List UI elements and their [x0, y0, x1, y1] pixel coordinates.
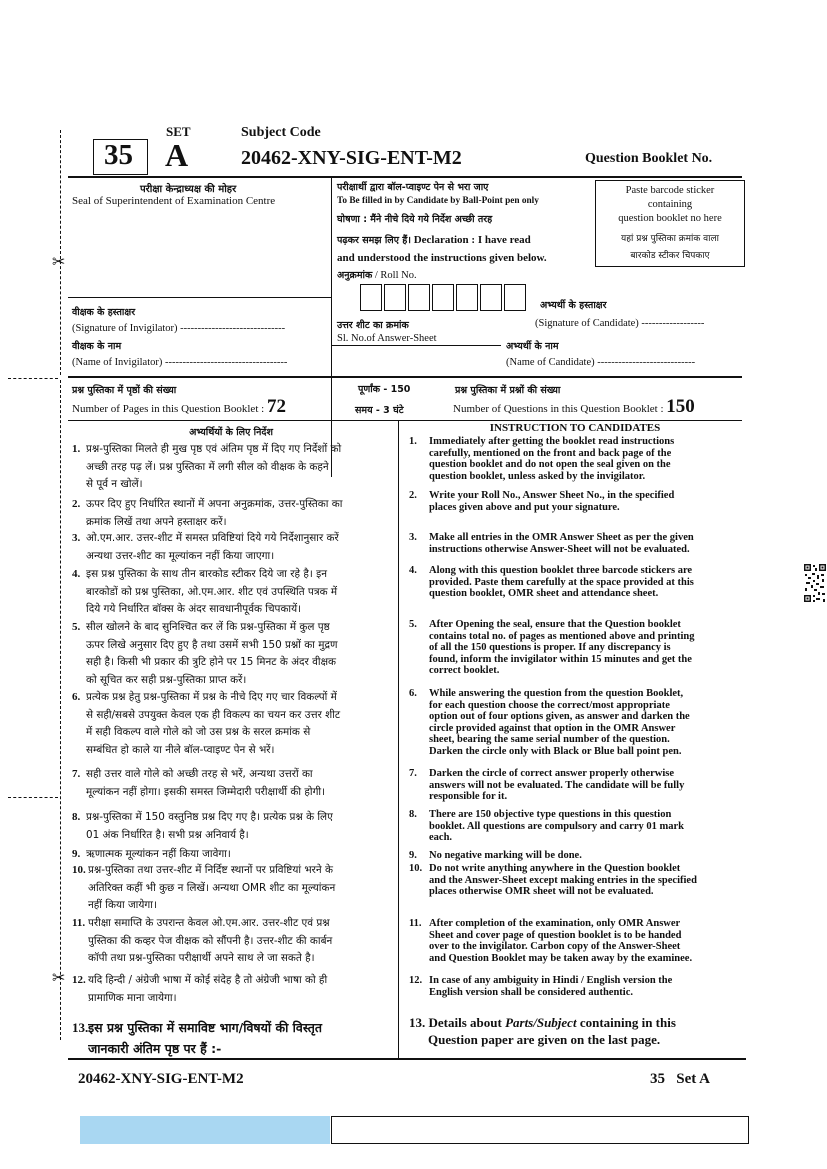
instruction-hi-line: यदि हिन्दी / अंग्रेजी भाषा में कोई संदेह है तो अंग्रेजी भाषा को ही: [88, 974, 328, 986]
instruction-hi-line: पुस्तिका की कव्हर पेज वीक्षक को सौंपनी है। उत्तर-शीट की कार्बन: [88, 934, 333, 947]
instruction-hi-line: कॉपी तथा प्रश्न-पुस्तिका परीक्षार्थी अपने साथ ले जा सकते है।: [88, 952, 315, 965]
instruction-hi-line: प्रश्न-पुस्तिका तथा उत्तर-शीट में निर्दिष्ट स्थानों पर प्रविष्टियां भरने के: [88, 864, 333, 876]
booklet-no-label: Question Booklet No.: [585, 151, 713, 166]
instruction-hi-line: से सही/सबसे उपयुक्त केवल एक ही विकल्प का चयन कर उत्तर शीट: [86, 708, 341, 721]
instruction-hi-number: 11.: [72, 917, 86, 929]
instruction-hi-line: इस प्रश्न पुस्तिका के साथ तीन बारकोड स्टीकर दिये जा रहे है। इन: [86, 568, 327, 580]
instruction-en-13-number: 13.: [409, 1015, 426, 1030]
instruction-en-line: of all the 150 questions is proper. If any discrepancy is: [429, 642, 671, 654]
invigilator-signature-en[interactable]: (Signature of Invigilator) ------------------------------: [72, 323, 286, 334]
footer-rule: [68, 1058, 746, 1060]
instruction-hi-line: परीक्षा समाप्ति के उपरान्त केवल ओ.एम.आर. उत्तर-शीट एवं प्रश्न: [88, 917, 330, 929]
left-cut-line-dash: [8, 378, 58, 379]
pages-line: [72, 396, 286, 418]
instruction-hi-number: 6.: [72, 691, 81, 703]
candidate-name-hi: अभ्यर्थी के नाम: [506, 341, 559, 352]
instruction-hi-number: 4.: [72, 568, 81, 580]
footer-set: 35 Set A: [650, 1071, 710, 1087]
set-label: SET: [166, 124, 191, 139]
instruction-en-13-a: Details about: [428, 1015, 506, 1030]
instruction-en-line: There are 150 objective type questions in this question: [429, 809, 672, 820]
instruction-en-line: Along with this question booklet three barcode stickers are: [429, 565, 693, 576]
instruction-en-line: places given above and put your signature.: [429, 501, 620, 513]
roll-label-en: / Roll No.: [372, 270, 417, 281]
instruction-hi-number: 3.: [72, 532, 81, 544]
instruction-hi-line: दिये गये निर्धारित बॉक्स के अंदर सावधानीपूर्वक चिपकायें।: [86, 603, 302, 616]
roll-label-hi: अनुक्रमांक: [337, 270, 373, 281]
instruction-en-line: instructions otherwise Answer-Sheet will not be evaluated.: [429, 543, 690, 555]
instruction-en-line: answers will not be evaluated. The candidate will be fully: [429, 779, 685, 791]
set-number: 35: [104, 139, 133, 171]
declaration-hi-1: घोषणा : मैंने नीचे दिये गये निर्देश अच्छी तरह: [337, 214, 493, 225]
instruction-hi-line: सही है। किसी भी प्रकार की त्रुटि होने पर 15 मिनट के अंदर वीक्षक: [86, 656, 337, 669]
instruction-en-line: Sheet and cover page of question booklet is to be handed: [429, 929, 682, 941]
instruction-hi-line: प्रश्न-पुस्तिका में 150 वस्तुनिष्ठ प्रश्न दिए गए है। प्रत्येक प्रश्न के लिए: [86, 811, 333, 823]
instruction-en-line: for each question choose the correct/most appropriate: [429, 699, 670, 711]
instruction-en-line: question booklet, OMR sheet and attendance sheet.: [429, 588, 659, 600]
qr-code-icon: [803, 562, 827, 604]
instruction-hi-line: सील खोलने के बाद सुनिश्चित कर लें कि प्रश्न-पुस्तिका में कुल पृष्ठ: [86, 621, 330, 633]
instruction-en-line: Darken the circle only with Black or Blue ball point pen.: [429, 745, 682, 757]
declaration-hi-2: पढ़कर समझ लिए हैं।: [337, 235, 411, 246]
instruction-hi-line: प्रामाणिक माना जायेगा।: [88, 991, 177, 1004]
answer-sheet-no-hi: उत्तर शीट का क्रमांक: [337, 320, 409, 331]
instruction-en-line: Make all entries in the OMR Answer Sheet as per the given: [429, 532, 694, 543]
instruction-hi-line: इस प्रश्न पुस्तिका में समाविष्ट भाग/विषयों की विस्तृत: [88, 1020, 322, 1035]
instruction-hi-line: अतिरिक्त कहीं भी कुछ न लिखें। अन्यथा OMR शीट का मूल्यांकन: [88, 881, 336, 894]
roll-digit-box[interactable]: [408, 284, 430, 311]
instruction-en-13-line2: Question paper are given on the last page.: [428, 1032, 661, 1047]
roll-digit-box[interactable]: [432, 284, 454, 311]
instruction-en-number: 11.: [409, 918, 422, 929]
instruction-hi-number: 13.: [72, 1020, 89, 1035]
instruction-hi-line: सही उत्तर वाले गोले को अच्छी तरह से भरें, अन्यथा उत्तरों का: [86, 768, 313, 780]
time-hi: समय - 3 घंटे: [355, 405, 404, 416]
instruction-en-line: No negative marking will be done.: [429, 850, 582, 861]
instruction-hi-line: ऋणात्मक मूल्यांकन नहीं किया जावेगा।: [86, 848, 231, 860]
instruction-hi-line: ऊपर दिए हुए निर्धारित स्थानों में अपना अनुक्रमांक, उत्तर-पुस्तिका का: [86, 498, 343, 510]
instruction-en-line: option out of four options given, as answer and darken the: [429, 711, 690, 723]
header-rule: [68, 176, 742, 178]
instruction-en-number: 3.: [409, 532, 417, 543]
subject-code-label: Subject Code: [241, 125, 321, 140]
barcode-line-4: यहां प्रश्न पुस्तिका क्रमांक वाला: [621, 234, 719, 244]
instruction-hi-line: ऊपर लिखे अनुसार दिए हुए है तथा उसमें सभी 150 प्रश्नों का मुद्रण: [86, 638, 338, 651]
instruction-en-13-b: containing in this: [576, 1015, 676, 1030]
scissors-icon: ✂: [52, 968, 66, 987]
instruction-en-number: 4.: [409, 565, 417, 576]
instruction-en-number: 9.: [409, 850, 417, 861]
subject-code: 20462-XNY-SIG-ENT-M2: [241, 147, 462, 169]
instruction-hi-number: 2.: [72, 498, 81, 510]
instruction-en-line: booklet. All questions are compulsory and carry 01 mark: [429, 820, 685, 832]
instruction-en-line: over to the invigilator. Carbon copy of the Answer-Sheet: [429, 941, 681, 953]
barcode-line-1: Paste barcode sticker: [625, 185, 715, 196]
pages-value: 72: [266, 396, 286, 417]
pages-hi: प्रश्न पुस्तिका में पृष्ठों की संख्या: [72, 385, 177, 396]
footer-color-bar: [80, 1116, 330, 1144]
instruction-hi-line: नहीं किया जायेगा।: [88, 899, 157, 912]
questions-en: Number of Questions in this Question Booklet :: [453, 403, 664, 415]
instruction-hi-number: 1.: [72, 443, 81, 455]
invigilator-signature-hi: वीक्षक के हस्ताक्षर: [72, 307, 136, 318]
instruction-en-13-em: Parts/Subject: [505, 1015, 577, 1030]
instruction-hi-line: बारकोडों को प्रश्न पुस्तिका, ओ.एम.आर. शीट एवं उपस्थिति पत्रक में: [86, 585, 338, 598]
declaration-line-2: [337, 233, 531, 246]
instruction-en-line: question booklet and do not open the seal given on the: [429, 459, 671, 471]
candidate-fill-title-en: To Be filled in by Candidate by Ball-Point pen only: [337, 196, 539, 206]
roll-digit-box[interactable]: [384, 284, 406, 311]
answer-sheet-rule: [331, 345, 501, 346]
instructions-en-title: INSTRUCTION TO CANDIDATES: [489, 422, 661, 434]
instruction-en-line: places otherwise OMR sheet will not be evaluated.: [429, 886, 654, 898]
instruction-en-number: 5.: [409, 619, 417, 630]
roll-digit-box[interactable]: [480, 284, 502, 311]
instruction-hi-number: 5.: [72, 621, 81, 633]
instruction-en-line: English version shall be considered authentic.: [429, 986, 634, 998]
questions-value: 150: [666, 396, 695, 417]
roll-label: [337, 268, 417, 281]
left-cut-line-dash-2: [8, 797, 58, 798]
instruction-hi-line: 01 अंक निर्धारित है। सभी प्रश्न अनिवार्य है।: [86, 828, 249, 841]
instruction-hi-line: अच्छी तरह पढ़ लें। प्रश्न पुस्तिका में लगी सील को वीक्षक के कहने: [86, 460, 329, 473]
pages-en: Number of Pages in this Question Booklet :: [72, 403, 265, 415]
instruction-en-line: In case of any ambiguity in Hindi / English version the: [429, 975, 673, 986]
instruction-en-line: Darken the circle of correct answer properly otherwise: [429, 768, 675, 779]
footer-code: 20462-XNY-SIG-ENT-M2: [78, 1071, 244, 1087]
instruction-en-number: 1.: [409, 436, 417, 447]
instruction-hi-number: 8.: [72, 811, 81, 823]
instruction-hi-line: में सही विकल्प वाले गोले को जो उस प्रश्न के सरल क्रमांक से: [86, 726, 311, 739]
instructions-divider: [398, 420, 399, 1060]
barcode-line-3: question booklet no here: [618, 213, 722, 224]
instruction-hi-line: प्रत्येक प्रश्न हेतु प्रश्न-पुस्तिका में प्रश्न के नीचे दिए गए चार विकल्पों में: [86, 691, 337, 703]
barcode-line-2: containing: [647, 199, 693, 210]
instruction-hi-line: प्रश्न-पुस्तिका मिलते ही मुख पृष्ठ एवं अंतिम पृष्ठ में दिए गए निर्देशों को: [86, 443, 342, 455]
instruction-en-number: 8.: [409, 809, 417, 820]
instruction-hi-line: से पूर्व न खोलें।: [86, 478, 143, 491]
instruction-en-number: 12.: [409, 975, 423, 986]
instruction-en-line: Immediately after getting the booklet read instructions: [429, 436, 675, 447]
instruction-en-number: 7.: [409, 768, 417, 779]
instruction-hi-number: 9.: [72, 848, 81, 860]
roll-digit-box[interactable]: [504, 284, 526, 311]
instruction-en-13: [409, 1014, 749, 1048]
instruction-en-line: sheet, bearing the same serial number of the question.: [429, 734, 670, 746]
seal-title-en: Seal of Superintendent of Examination Centre: [72, 195, 276, 207]
roll-digit-box[interactable]: [456, 284, 478, 311]
footer-white-box: [331, 1116, 749, 1144]
instruction-hi-number: 12.: [72, 974, 86, 986]
scissors-icon: ✂: [52, 252, 66, 271]
seal-bottom-rule: [68, 297, 331, 298]
left-cut-line-mid: [60, 380, 61, 1040]
invigilator-name-hi: वीक्षक के नाम: [72, 341, 122, 352]
instruction-hi-line: मूल्यांकन नहीं होगा। इसकी समस्त जिम्मेदारी परीक्षार्थी की होगी।: [86, 785, 326, 798]
instruction-en-line: Do not write anything anywhere in the Question booklet: [429, 863, 681, 874]
summary-top-rule: [68, 376, 742, 378]
instruction-hi-line: अन्यथा उत्तर-शीट का मूल्यांकन नहीं किया जाएगा।: [86, 549, 275, 562]
instruction-en-line: While answering the question from the question Booklet,: [429, 688, 684, 699]
instruction-en-number: 6.: [409, 688, 417, 699]
instruction-en-line: and Question Booklet may be taken away by the examinee.: [429, 952, 693, 964]
instructions-hi-title: अभ्यर्थियों के लिए निर्देश: [189, 427, 273, 438]
instruction-hi-number: 10.: [72, 864, 86, 876]
instruction-en-line: correct booklet.: [429, 665, 500, 677]
instruction-en-number: 10.: [409, 863, 423, 874]
seal-title-hi: परीक्षा केन्द्राध्यक्ष की मोहर: [140, 184, 237, 195]
instruction-en-line: provided. Paste them carefully at the space provided at this: [429, 576, 694, 588]
candidate-signature-hi: अभ्यर्थी के हस्ताक्षर: [540, 300, 607, 311]
questions-hi: प्रश्न पुस्तिका में प्रश्नों की संख्या: [455, 385, 561, 396]
instruction-hi-number: 7.: [72, 768, 81, 780]
marks-hi: पूर्णांक - 150: [358, 384, 411, 395]
instruction-en-line: After completion of the examination, only OMR Answer: [429, 918, 681, 929]
questions-line: [453, 396, 695, 418]
instruction-en-line: circle provided against that option in the OMR Answer: [429, 722, 676, 734]
instruction-en-line: question booklet, unless asked by the invigilator.: [429, 470, 646, 482]
invigilator-name-en[interactable]: (Name of Invigilator) -----------------------------------: [72, 357, 288, 368]
instruction-hi-line: क्रमांक लिखें तथा अपने हस्ताक्षर करें।: [86, 515, 227, 528]
instruction-en-line: After Opening the seal, ensure that the Question booklet: [429, 619, 681, 630]
instruction-en-line: each.: [429, 832, 453, 844]
instruction-hi-line: सम्बंधित हो काले या नीले बॉल-प्वाइण्ट पेन से भरें।: [86, 743, 275, 756]
declaration-en-2: and understood the instructions given below.: [337, 252, 547, 264]
instruction-en-number: 2.: [409, 490, 417, 501]
instruction-en-line: and the Answer-Sheet except making entries in the specified: [429, 874, 697, 886]
candidate-signature-en[interactable]: (Signature of Candidate) ------------------: [535, 318, 705, 329]
candidate-name-en[interactable]: (Name of Candidate) ----------------------------: [506, 357, 696, 368]
instruction-hi-line: ओ.एम.आर. उत्तर-शीट में समस्त प्रविष्टियां दिये गये निर्देशानुसार करें: [86, 532, 339, 544]
instruction-hi-line: को सूचित कर सही प्रश्न-पुस्तिका प्राप्त करें।: [86, 673, 247, 686]
instruction-en-line: Write your Roll No., Answer Sheet No., in the specified: [429, 490, 675, 501]
instruction-en-line: responsible for it.: [429, 791, 508, 803]
instruction-en-line: found, inform the invigilator within 15 minutes and get the: [429, 653, 692, 665]
roll-digit-box[interactable]: [360, 284, 382, 311]
declaration-en-1: Declaration : I have read: [413, 234, 531, 246]
instruction-en-line: carefully, mentioned on the front and back page of the: [429, 447, 672, 459]
barcode-line-5: बारकोड स्टीकर चिपकाए: [630, 251, 710, 261]
instruction-en-line: contains total no. of pages as mentioned above and printing: [429, 630, 695, 642]
set-letter: A: [165, 137, 189, 173]
instruction-hi-line: जानकारी अंतिम पृष्ठ पर हैं :-: [88, 1041, 222, 1056]
summary-bottom-rule: [68, 420, 742, 421]
candidate-fill-title-hi: परीक्षार्थी द्वारा बॉल-प्वाइण्ट पेन से भरा जाए: [337, 182, 489, 193]
answer-sheet-no-en[interactable]: Sl. No.of Answer-Sheet: [337, 333, 437, 344]
